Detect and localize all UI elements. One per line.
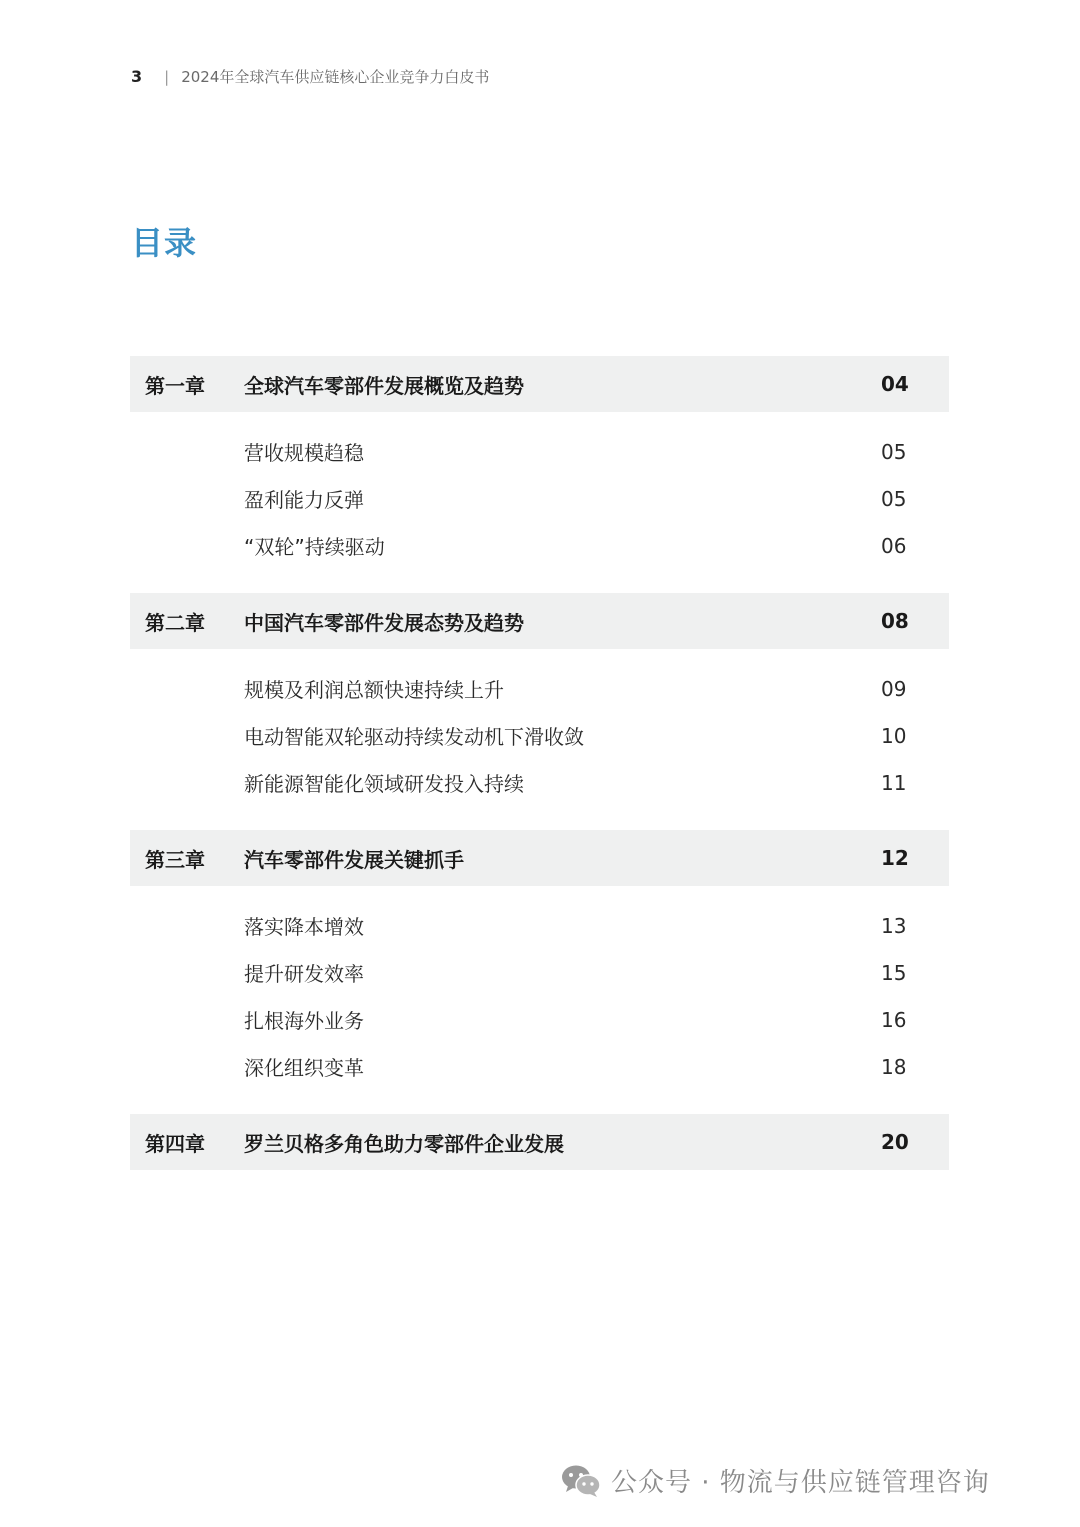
section-list — [130, 412, 949, 593]
running-header — [131, 66, 489, 87]
table-of-contents — [130, 356, 949, 1170]
section-page-number: 10 — [881, 723, 907, 748]
section-row[interactable] — [130, 759, 949, 806]
chapter-page-number: 04 — [881, 372, 909, 396]
chapter-page-number: 12 — [881, 846, 909, 870]
chapter-page-number: 20 — [881, 1130, 909, 1154]
section-row[interactable] — [130, 428, 949, 475]
document-title: 2024年全球汽车供应链核心企业竞争力白皮书 — [181, 68, 490, 86]
watermark-text: 公众号 · 物流与供应链管理咨询 — [611, 1468, 990, 1498]
section-row[interactable] — [130, 475, 949, 522]
page-number: 3 — [131, 67, 143, 86]
section-title: 深化组织变革 — [244, 1056, 364, 1080]
section-title: “双轮”持续驱动 — [244, 535, 385, 559]
chapter-label: 第二章 — [145, 610, 205, 635]
section-title: 盈利能力反弹 — [244, 488, 364, 512]
chapter-label: 第三章 — [145, 847, 205, 872]
chapter-title: 全球汽车零部件发展概览及趋势 — [244, 373, 524, 398]
section-page-number: 05 — [881, 486, 907, 511]
section-page-number: 05 — [881, 439, 907, 464]
section-page-number: 15 — [881, 960, 907, 985]
section-title: 规模及利润总额快速持续上升 — [244, 678, 504, 702]
section-title: 营收规模趋稳 — [244, 441, 364, 465]
section-page-number: 16 — [881, 1007, 907, 1032]
chapter-title: 罗兰贝格多角色助力零部件企业发展 — [244, 1131, 564, 1156]
section-page-number: 06 — [881, 533, 907, 558]
wechat-icon — [561, 1464, 601, 1498]
chapter-row[interactable] — [130, 356, 949, 412]
section-title: 扎根海外业务 — [244, 1009, 364, 1033]
section-page-number: 11 — [881, 770, 907, 795]
chapter-label: 第一章 — [145, 373, 205, 398]
chapter-label: 第四章 — [145, 1131, 205, 1156]
chapter-page-number: 08 — [881, 609, 909, 633]
section-page-number: 13 — [881, 913, 907, 938]
section-row[interactable] — [130, 949, 949, 996]
section-page-number: 09 — [881, 676, 907, 701]
section-title: 电动智能双轮驱动持续发动机下滑收敛 — [244, 725, 584, 749]
section-row[interactable] — [130, 712, 949, 759]
section-title: 提升研发效率 — [244, 962, 364, 986]
section-list — [130, 649, 949, 830]
section-row[interactable] — [130, 522, 949, 569]
chapter-row[interactable] — [130, 1114, 949, 1170]
section-row[interactable] — [130, 996, 949, 1043]
section-row[interactable] — [130, 902, 949, 949]
chapter-title: 中国汽车零部件发展态势及趋势 — [244, 610, 524, 635]
header-separator: | — [164, 67, 170, 86]
watermark — [561, 1462, 990, 1499]
section-row[interactable] — [130, 665, 949, 712]
toc-title: 目录 — [131, 224, 198, 262]
section-list — [130, 886, 949, 1114]
chapter-row[interactable] — [130, 830, 949, 886]
chapter-row[interactable] — [130, 593, 949, 649]
chapter-title: 汽车零部件发展关键抓手 — [244, 847, 464, 872]
section-page-number: 18 — [881, 1054, 907, 1079]
section-title: 落实降本增效 — [244, 915, 364, 939]
section-row[interactable] — [130, 1043, 949, 1090]
section-title: 新能源智能化领域研发投入持续 — [244, 772, 524, 796]
